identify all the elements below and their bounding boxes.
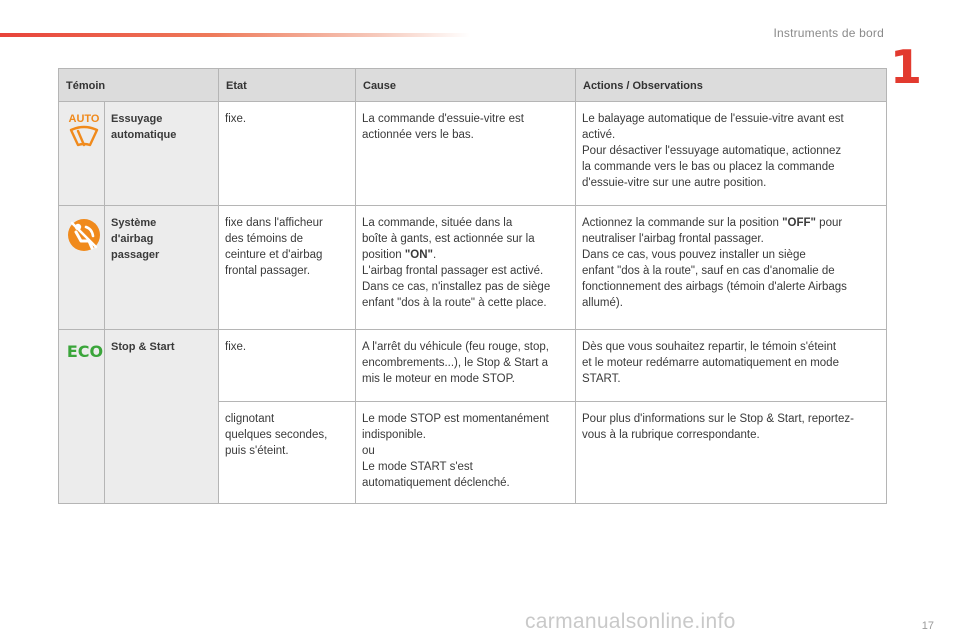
- state-line: clignotant: [225, 413, 275, 425]
- action-line: vous à la rubrique correspondante.: [582, 429, 760, 441]
- cause-cell: [356, 206, 576, 330]
- column-header-temoin: Témoin: [59, 69, 219, 102]
- cause-cell: [356, 330, 576, 402]
- name-line: automatique: [111, 129, 177, 141]
- cause-line: enfant "dos à la route" à cette place.: [362, 297, 547, 309]
- chapter-number: 1: [889, 40, 922, 94]
- on-position-label: "ON": [404, 249, 433, 261]
- table-row: [59, 206, 887, 330]
- action-line: Dans ce cas, vous pouvez installer un siège: [582, 249, 806, 261]
- table-row: [59, 330, 887, 402]
- cause-cell: [356, 402, 576, 504]
- airbag-off-icon: [65, 215, 103, 255]
- cause-line: Le mode STOP est momentanément: [362, 413, 549, 425]
- action-line: la commande vers le bas ou placez la commande: [582, 161, 835, 173]
- action-line: allumé).: [582, 297, 623, 309]
- state-cell: [219, 206, 356, 330]
- cause-line: actionnée vers le bas.: [362, 129, 474, 141]
- action-line: Dès que vous souhaitez repartir, le témoin s'éteint: [582, 341, 837, 353]
- state-line: puis s'éteint.: [225, 445, 289, 457]
- auto-wiper-icon-label: AUTO: [68, 113, 100, 125]
- action-line: neutraliser l'airbag frontal passager.: [582, 233, 764, 245]
- icon-cell: [59, 330, 105, 504]
- state-line: ceinture et d'airbag: [225, 249, 323, 261]
- off-position-label: "OFF": [782, 217, 816, 229]
- state-line: frontal passager.: [225, 265, 311, 277]
- cause-line: encombrements...), le Stop & Start a: [362, 357, 548, 369]
- cause-cell: [356, 102, 576, 206]
- state-cell: fixe.: [219, 330, 356, 402]
- name-line: Système: [111, 217, 157, 229]
- cause-line: L'airbag frontal passager est activé.: [362, 265, 544, 277]
- cause-line: position: [362, 249, 405, 261]
- table-row: [59, 102, 887, 206]
- warning-lights-table: [58, 68, 887, 504]
- eco-icon-label: ECO: [66, 342, 104, 361]
- table-header-row: [59, 69, 887, 102]
- action-line: Le balayage automatique de l'essuie-vitre avant est: [582, 113, 844, 125]
- cause-line: mis le moteur en mode STOP.: [362, 373, 515, 385]
- section-title: Instruments de bord: [773, 26, 884, 40]
- cause-line: La commande, située dans la: [362, 217, 513, 229]
- cause-line: Le mode START s'est: [362, 461, 473, 473]
- cause-line: indisponible.: [362, 429, 426, 441]
- action-line: fonctionnement des airbags (témoin d'alerte Airbags: [582, 281, 847, 293]
- action-line: activé.: [582, 129, 616, 141]
- name-cell: [105, 206, 219, 330]
- state-line: quelques secondes,: [225, 429, 328, 441]
- state-line: des témoins de: [225, 233, 303, 245]
- action-line: enfant "dos à la route", sauf en cas d'anomalie de: [582, 265, 835, 277]
- name-line: d'airbag: [111, 233, 154, 245]
- eco-icon: [65, 339, 105, 363]
- column-header-cause: Cause: [356, 69, 576, 102]
- action-line: Pour plus d'informations sur le Stop & Start, reportez-: [582, 413, 854, 425]
- cause-line: automatiquement déclenché.: [362, 477, 510, 489]
- cause-line: boîte à gants, est actionnée sur la: [362, 233, 535, 245]
- state-line: fixe dans l'afficheur: [225, 217, 323, 229]
- action-line: et le moteur redémarre automatiquement en mode: [582, 357, 839, 369]
- column-header-actions: Actions / Observations: [576, 69, 887, 102]
- action-cell: [576, 206, 887, 330]
- name-line: Essuyage: [111, 113, 163, 125]
- state-cell: [219, 402, 356, 504]
- action-cell: [576, 402, 887, 504]
- name-cell: [105, 102, 219, 206]
- auto-wiper-icon: [65, 111, 103, 153]
- action-line-end: pour: [815, 217, 843, 229]
- action-line: d'essuie-vitre sur une autre position.: [582, 177, 767, 189]
- icon-cell: [59, 102, 105, 206]
- watermark: carmanualsonline.info: [525, 610, 736, 633]
- column-header-etat: Etat: [219, 69, 356, 102]
- cause-line: La commande d'essuie-vitre est: [362, 113, 524, 125]
- action-line: Actionnez la commande sur la position: [582, 217, 783, 229]
- action-cell: [576, 330, 887, 402]
- icon-cell: [59, 206, 105, 330]
- action-line: START.: [582, 373, 621, 385]
- name-cell: Stop & Start: [105, 330, 219, 504]
- cause-line: Dans ce cas, n'installez pas de siège: [362, 281, 551, 293]
- page-number: 17: [921, 620, 934, 632]
- cause-line: A l'arrêt du véhicule (feu rouge, stop,: [362, 341, 549, 353]
- state-cell: fixe.: [219, 102, 356, 206]
- action-line: Pour désactiver l'essuyage automatique, actionnez: [582, 145, 842, 157]
- top-accent-bar: [0, 33, 470, 37]
- name-line: passager: [111, 249, 160, 261]
- action-cell: [576, 102, 887, 206]
- cause-line: ou: [362, 445, 375, 457]
- cause-line-end: .: [433, 249, 437, 261]
